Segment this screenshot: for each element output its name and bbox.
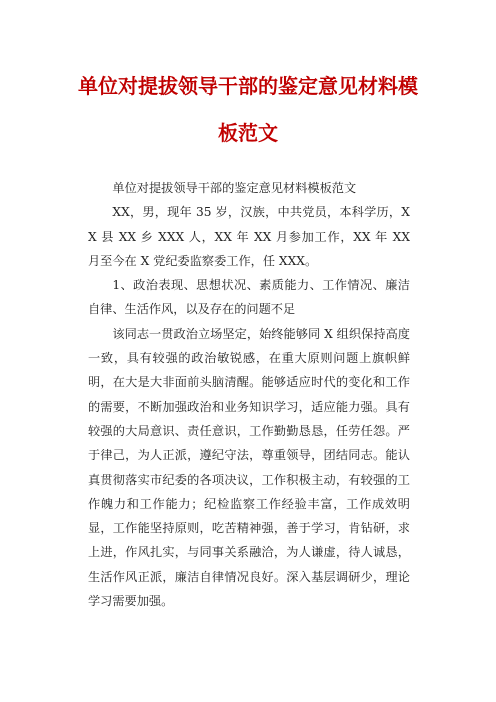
- paragraph-personal-info: XX，男，现年 35 岁，汉族，中共党员，本科学历，XX 县 XX 乡 XXX 人，XX 年 XX 月参加工作，XX 年 XX 月至今在 X 党纪委监察委工作，任 XXX。: [88, 205, 410, 268]
- paragraph-section-heading: 1、政治表现、思想状况、素质能力、工作情况、廉洁自律、生活作风，以及存在的问题不足: [88, 278, 410, 317]
- document-title-line-2: 板范文: [218, 121, 278, 145]
- paragraph-evaluation: 该同志一贯政治立场坚定，始终能够同 X 组织保持高度一致，具有较强的政治敏锐感，在重大原则问题上旗帜鲜明，在大是大非面前头脑清醒。能够适应时代的变化和工作的需要，不断加强政治和业务知识学习，适应能力强。具有较强的大局意识、责任意识，工作勤勤恳恳，任劳任怨。严于律己，为人正派，遵纪守法，尊重领导，团结同志。能认真贯彻落实市纪委的各项决议，工作积极主动，有较强的工作魄力和工作能力；纪检监察工作经验丰富，工作成效明显，工作能坚持原则，吃苦精神强，善于学习，肯钻研，求上进，作风扎实，与同事关系融洽，为人谦虚，待人诚恳，生活作风正派，廉洁自律情况良好。深入基层调研少，理论学习需要加强。: [88, 326, 410, 609]
- document-body: [88, 176, 410, 613]
- document-title-line-1: 单位对提拔领导干部的鉴定意见材料模: [78, 74, 418, 98]
- paragraph-subtitle: 单位对提拔领导干部的鉴定意见材料模板范文: [112, 181, 357, 195]
